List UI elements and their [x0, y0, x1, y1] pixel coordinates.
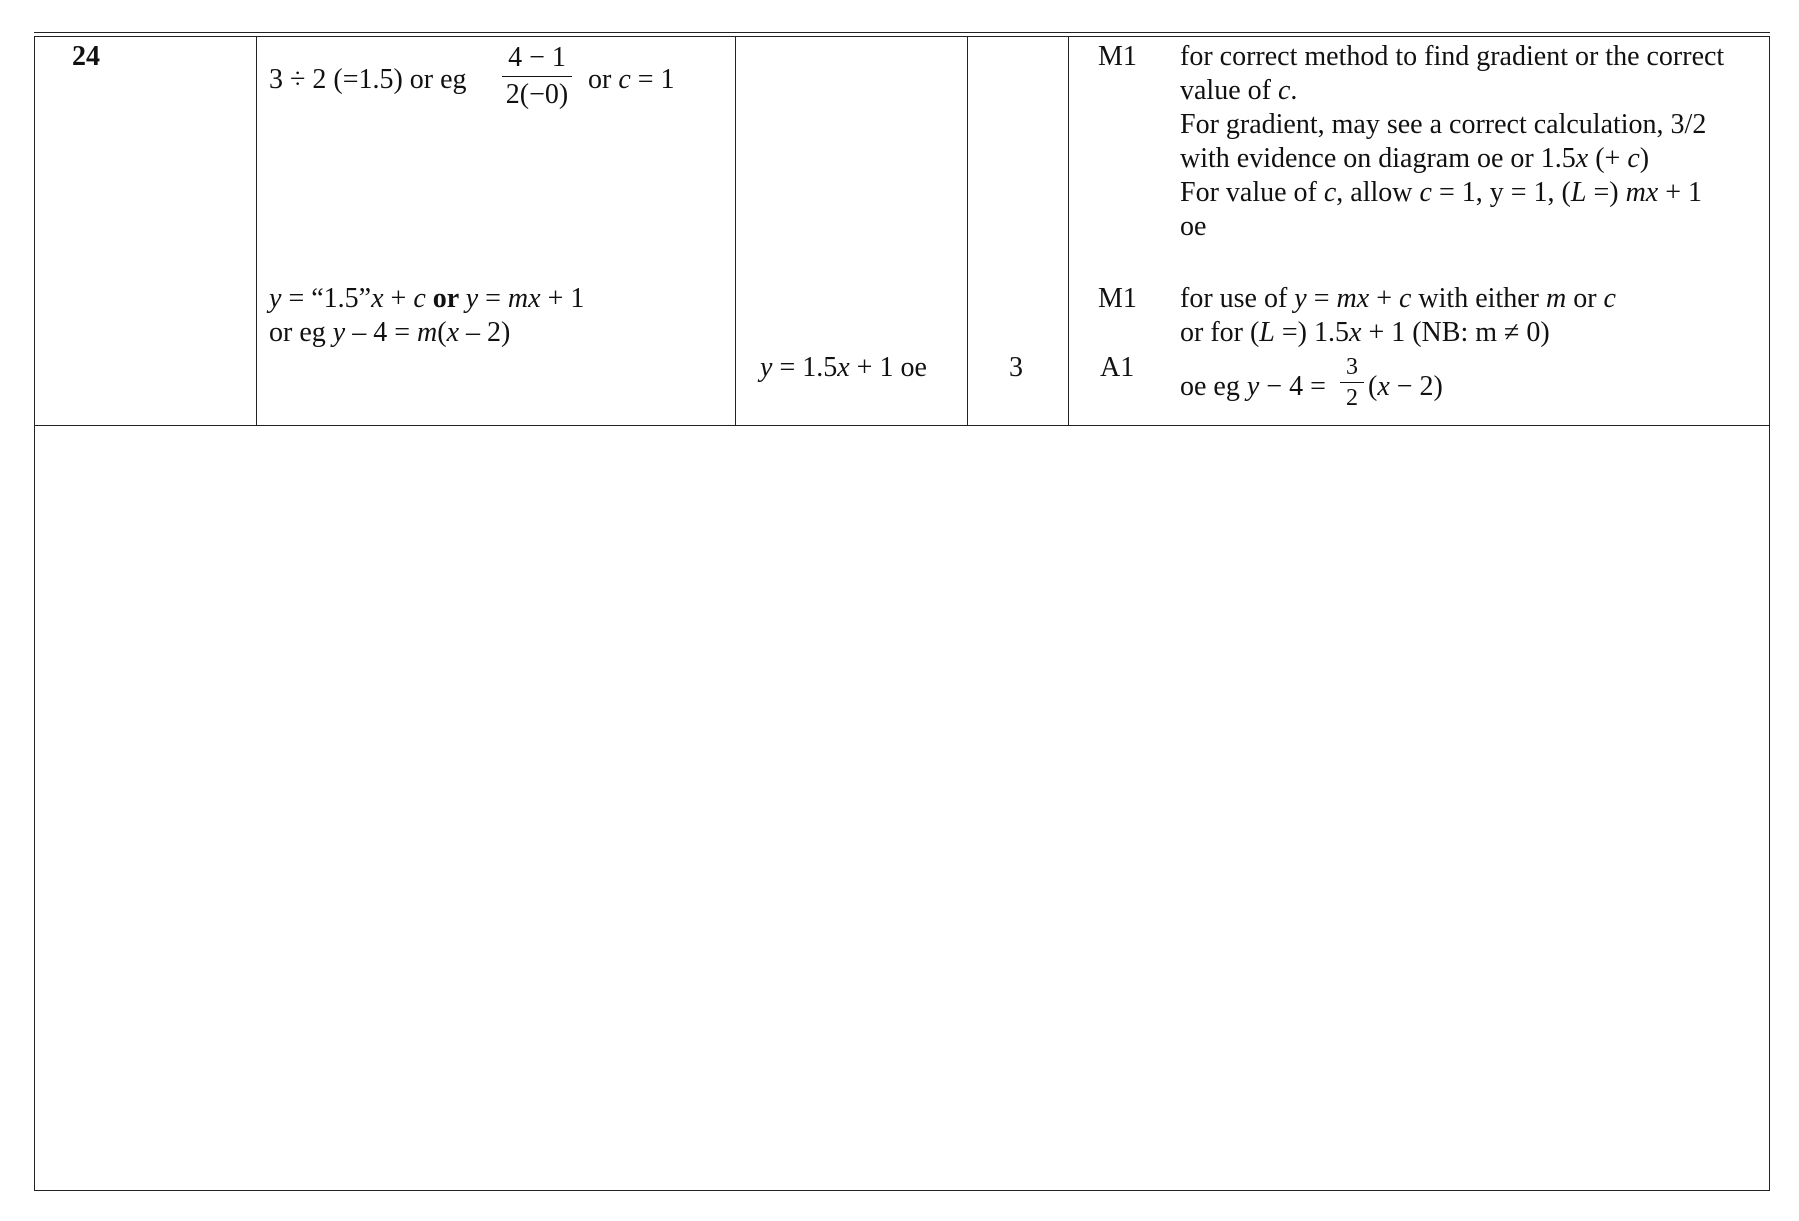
note-1-line-1: for correct method to find gradient or the correct [1180, 41, 1725, 72]
note-1-line-2: value of c. [1180, 75, 1298, 106]
note-2-line-1: for use of y = mx + c with either m or c [1180, 283, 1616, 314]
mark-code-3: A1 [1100, 352, 1135, 383]
mark-code-2: M1 [1098, 283, 1137, 314]
working-line-1-text: 3 ÷ 2 (=1.5) or eg [269, 64, 467, 95]
note-1-line-3: For gradient, may see a correct calculation, 3/2 [1180, 109, 1707, 140]
column-divider-mark [1068, 36, 1069, 425]
note-3-text: oe eg y − 4 = [1180, 371, 1326, 402]
answer-text: y = 1.5x + 1 oe [760, 352, 927, 383]
working-fraction [502, 42, 572, 111]
note-3-fraction-denominator: 2 [1346, 385, 1358, 411]
fraction-numerator: 4 − 1 [508, 42, 566, 73]
note-3-bracket: (x − 2) [1368, 371, 1443, 402]
working-line-1-or-c: or c = 1 [588, 64, 675, 95]
question-number: 24 [72, 41, 100, 72]
top-rule [34, 32, 1770, 33]
mark-total: 3 [1009, 352, 1023, 383]
working-line-3: or eg y – 4 = m(x – 2) [269, 317, 511, 348]
column-divider-working [735, 36, 736, 425]
row-separator [34, 425, 1770, 426]
working-line-2: y = “1.5”x + c or y = mx + 1 [269, 283, 585, 314]
note-3-fraction-numerator: 3 [1346, 354, 1358, 380]
fraction-denominator: 2(−0) [505, 79, 569, 110]
fraction-bar [502, 76, 572, 77]
note-1-line-6: oe [1180, 211, 1207, 242]
note-1-line-4: with evidence on diagram oe or 1.5x (+ c) [1180, 143, 1650, 174]
note-3-fraction [1340, 354, 1364, 411]
mark-code-1: M1 [1098, 41, 1137, 72]
column-divider-question [256, 36, 257, 425]
note-2-line-2: or for (L =) 1.5x + 1 (NB: m ≠ 0) [1180, 317, 1550, 348]
column-divider-answer [967, 36, 968, 425]
note-1-line-5: For value of c, allow c = 1, y = 1, (L =) mx + 1 [1180, 177, 1703, 208]
note-3-fraction-bar [1340, 382, 1364, 383]
